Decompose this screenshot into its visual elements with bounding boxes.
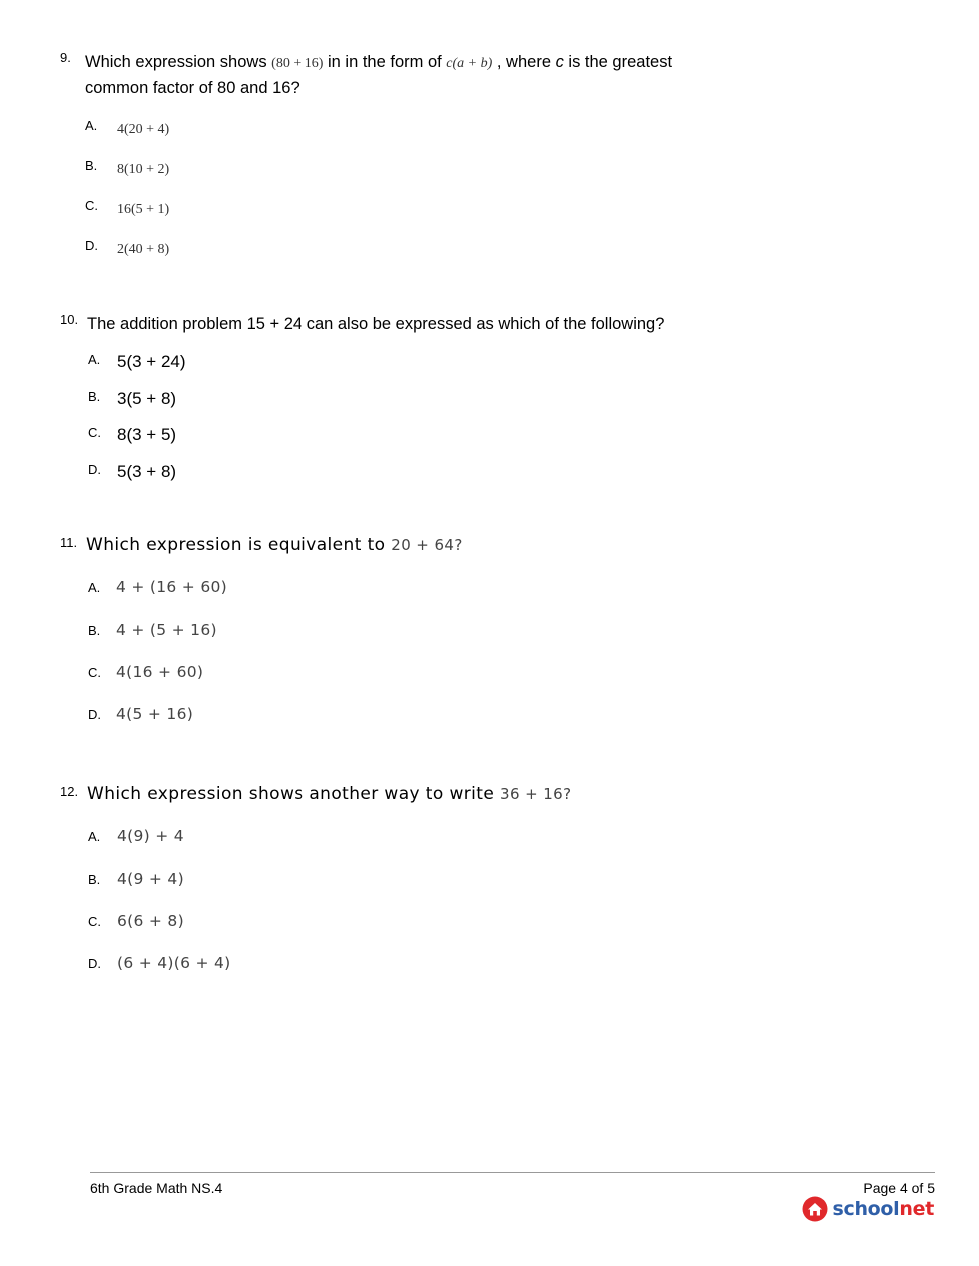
math-expression: 20 + 64? (391, 536, 463, 554)
question-number: 11. (60, 535, 78, 550)
question-9: 9. Which expression shows (80 + 16) in in the form of c(a + b) , where c is the greatest common factor of 80 and 16? A. 4(20 + 4) B. 8(10 + 2) C. 16(5 + 1) D. 2(40 + 8) (60, 50, 673, 257)
question-10: 10. The addition problem 15 + 24 can also be expressed as which of the following? A. 5(3 + 24) B. 3(5 + 8) C. 8(3 + 5) D. 5(3 + 8) (60, 312, 665, 481)
logo-text: schoolnet (832, 1198, 934, 1220)
question-11: 11. Which expression is equivalent to 20 + 64? A. 4 + (16 + 60) B. 4 + (5 + 16) C. 4(16 + 60) D. 4(5 + 16) (60, 535, 463, 723)
question-text: The addition problem 15 + 24 can also be expressed as which of the following? (87, 315, 665, 333)
question-text: Which expression shows (80 + 16) in in the form of c(a + b) , where c is the greatest common factor of 80 and 16? (85, 53, 673, 97)
footer-divider (90, 1172, 935, 1173)
math-expression: 36 + 16? (500, 785, 572, 803)
math-expression: (80 + 16) (271, 56, 324, 71)
page-number: Page 4 of 5 (863, 1180, 935, 1196)
question-12: 12. Which expression shows another way to write 36 + 16? A. 4(9) + 4 B. 4(9 + 4) C. 6(6 + 8) D. (6 + 4)(6 + 4) (60, 784, 572, 972)
footer-title: 6th Grade Math NS.4 (90, 1180, 223, 1196)
math-expression: c(a + b) (446, 56, 493, 71)
schoolnet-logo (802, 1196, 934, 1222)
question-text: Which expression is equivalent to 20 + 64? (86, 535, 463, 555)
question-number: 10. (60, 312, 79, 327)
house-icon (802, 1196, 828, 1222)
question-number: 12. (60, 784, 79, 799)
question-number: 9. (60, 50, 71, 65)
question-text: Which expression shows another way to write 36 + 16? (87, 784, 572, 804)
